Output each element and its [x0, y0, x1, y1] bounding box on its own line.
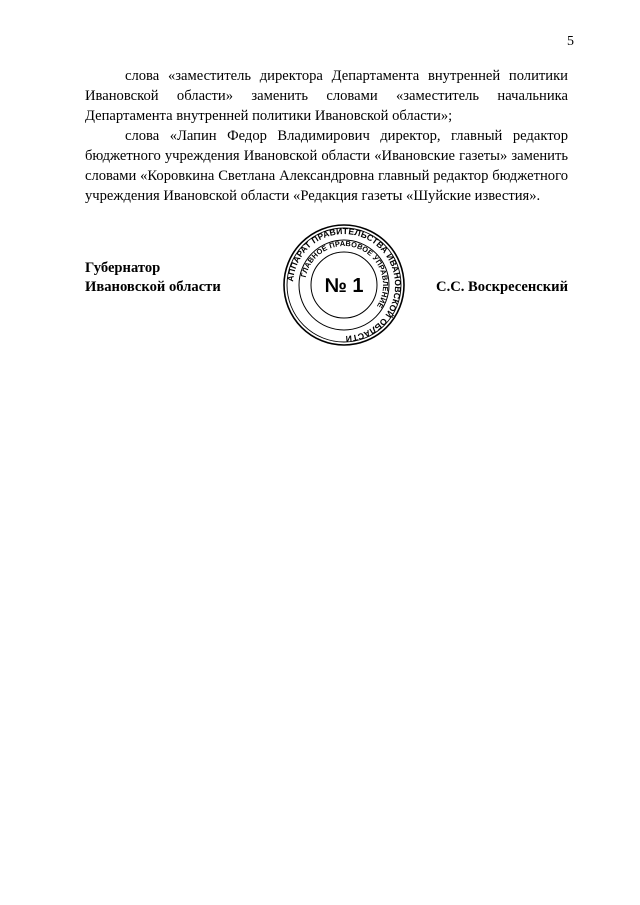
seal-outer-text: АППАРАТ ПРАВИТЕЛЬСТВА ИВАНОВСКОЙ ОБЛАСТИ	[285, 225, 404, 345]
paragraph-1: слова «заместитель директора Департамента внутренней политики Ивановской области» заменить словами «заместитель начальника Департамента внутренней политики Ивановской области»;	[85, 68, 568, 124]
seal-number: № 1	[324, 275, 364, 297]
body-text	[85, 66, 568, 206]
official-seal	[283, 224, 405, 346]
signatory-position-line1: Губернатор	[85, 260, 161, 276]
page-number: 5	[567, 34, 574, 49]
signatory-name: С.С. Воскресенский	[436, 279, 568, 295]
paragraph-2: слова «Лапин Федор Владимирович директор, главный редактор бюджетного учреждения Ивановской области «Ивановские газеты» заменить словами «Коровкина Светлана Александровна главный редактор бюджетного учреждения Ивановской области «Редакция газеты «Шуйские известия».	[85, 128, 568, 204]
signatory-position-line2: Ивановской области	[85, 279, 221, 295]
seal-inner-text: ГЛАВНОЕ ПРАВОВОЕ УПРАВЛЕНИЕ	[298, 238, 391, 310]
signatory-position	[85, 259, 221, 297]
